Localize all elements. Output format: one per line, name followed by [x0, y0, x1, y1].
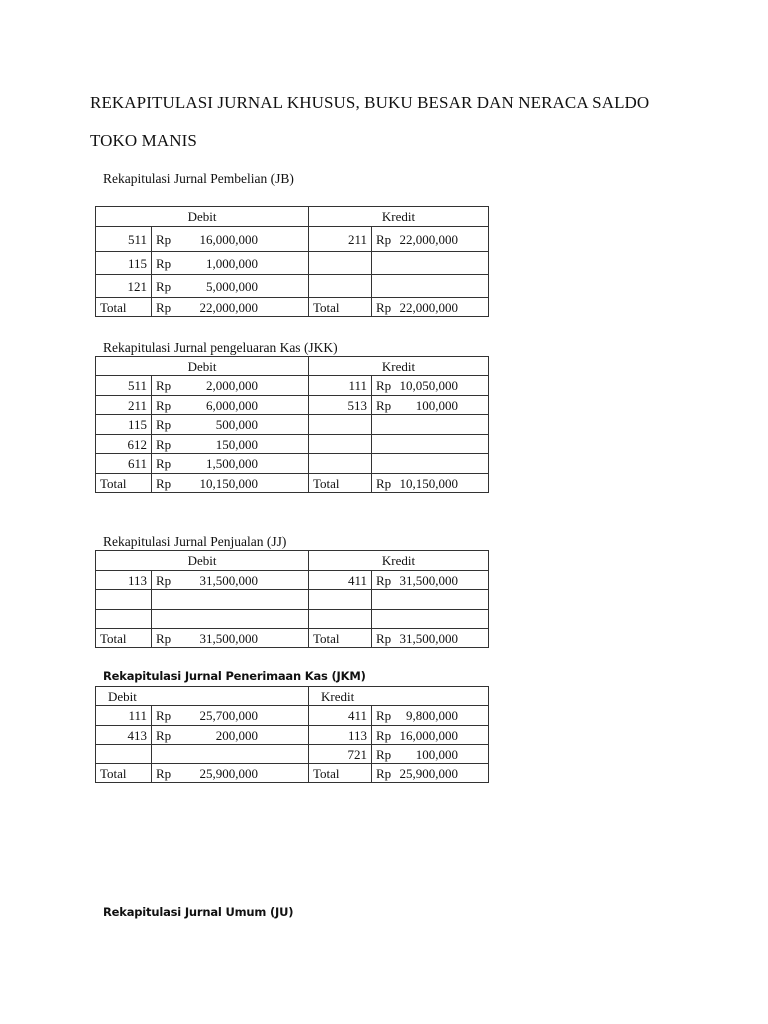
total-debit: Rp 31,500,000 [152, 629, 309, 648]
debit-amount: Rp 1,500,000 [152, 454, 309, 474]
jkm-table [95, 686, 489, 783]
kredit-account [309, 454, 372, 474]
jb-caption: Rekapitulasi Jurnal Pembelian (JB) [103, 171, 294, 186]
kredit-account [309, 435, 372, 454]
kredit-amount [372, 435, 489, 454]
debit-amount: Rp 6,000,000 [152, 396, 309, 415]
kredit-account: 111 [309, 376, 372, 396]
total-row [96, 629, 489, 648]
total-row [96, 298, 489, 317]
debit-account: 115 [96, 415, 152, 435]
table-row [96, 726, 489, 745]
table-row [96, 454, 489, 474]
kredit-amount: Rp 22,000,000 [372, 227, 489, 252]
total-kredit: Rp 31,500,000 [372, 629, 489, 648]
jkk-caption: Rekapitulasi Jurnal pengeluaran Kas (JKK) [103, 340, 338, 355]
kredit-account: 113 [309, 726, 372, 745]
table-row [96, 706, 489, 726]
total-kredit: Rp 22,000,000 [372, 298, 489, 317]
total-row [96, 764, 489, 783]
kredit-header: Kredit [309, 357, 489, 376]
kredit-header: Kredit [309, 687, 489, 706]
jkk-table [95, 356, 489, 493]
kredit-account [309, 275, 372, 298]
kredit-account: 513 [309, 396, 372, 415]
total-label: Total [309, 298, 372, 317]
total-debit: Rp 10,150,000 [152, 474, 309, 493]
total-label: Total [309, 629, 372, 648]
table-row [96, 376, 489, 396]
debit-amount: Rp 31,500,000 [152, 571, 309, 590]
debit-account: 115 [96, 252, 152, 275]
debit-account: 111 [96, 706, 152, 726]
jj-table [95, 550, 489, 648]
debit-header: Debit [96, 687, 309, 706]
debit-header: Debit [96, 357, 309, 376]
jj-caption: Rekapitulasi Jurnal Penjualan (JJ) [103, 534, 287, 549]
table-row [96, 610, 489, 629]
table-row [96, 415, 489, 435]
document-title: REKAPITULASI JURNAL KHUSUS, BUKU BESAR DAN NERACA SALDO [90, 93, 650, 112]
debit-account: 511 [96, 227, 152, 252]
kredit-amount: Rp 10,050,000 [372, 376, 489, 396]
debit-account: 413 [96, 726, 152, 745]
total-label: Total [96, 629, 152, 648]
debit-amount [152, 745, 309, 764]
table-row [96, 252, 489, 275]
total-kredit: Rp 10,150,000 [372, 474, 489, 493]
kredit-amount: Rp 100,000 [372, 745, 489, 764]
kredit-account: 411 [309, 571, 372, 590]
table-row [96, 275, 489, 298]
total-row [96, 474, 489, 493]
table-row [96, 745, 489, 764]
table-row [96, 227, 489, 252]
debit-header: Debit [96, 207, 309, 227]
debit-account: 611 [96, 454, 152, 474]
debit-header: Debit [96, 551, 309, 571]
debit-amount: Rp 1,000,000 [152, 252, 309, 275]
table-row [96, 571, 489, 590]
kredit-header: Kredit [309, 551, 489, 571]
kredit-account: 721 [309, 745, 372, 764]
table-row [96, 396, 489, 415]
total-label: Total [96, 764, 152, 783]
debit-amount: Rp 200,000 [152, 726, 309, 745]
total-label: Total [96, 474, 152, 493]
debit-account: 121 [96, 275, 152, 298]
debit-account [96, 745, 152, 764]
kredit-amount: Rp 100,000 [372, 396, 489, 415]
debit-account: 113 [96, 571, 152, 590]
ju-caption: Rekapitulasi Jurnal Umum (JU) [103, 905, 294, 919]
kredit-account [309, 415, 372, 435]
total-label: Total [309, 474, 372, 493]
debit-account: 612 [96, 435, 152, 454]
debit-amount: Rp 150,000 [152, 435, 309, 454]
kredit-header: Kredit [309, 207, 489, 227]
kredit-amount [372, 275, 489, 298]
kredit-amount: Rp 31,500,000 [372, 571, 489, 590]
store-name: TOKO MANIS [90, 131, 197, 150]
total-debit: Rp 25,900,000 [152, 764, 309, 783]
total-label: Total [309, 764, 372, 783]
debit-amount: Rp 2,000,000 [152, 376, 309, 396]
debit-amount: Rp 500,000 [152, 415, 309, 435]
table-row [96, 435, 489, 454]
debit-account: 511 [96, 376, 152, 396]
kredit-amount [372, 252, 489, 275]
table-row [96, 590, 489, 610]
debit-amount: Rp 16,000,000 [152, 227, 309, 252]
debit-account: 211 [96, 396, 152, 415]
total-kredit: Rp 25,900,000 [372, 764, 489, 783]
kredit-amount: Rp 16,000,000 [372, 726, 489, 745]
kredit-amount: Rp 9,800,000 [372, 706, 489, 726]
total-label: Total [96, 298, 152, 317]
total-debit: Rp 22,000,000 [152, 298, 309, 317]
kredit-account: 411 [309, 706, 372, 726]
kredit-amount [372, 454, 489, 474]
kredit-account: 211 [309, 227, 372, 252]
kredit-amount [372, 415, 489, 435]
kredit-account [309, 252, 372, 275]
debit-amount: Rp 25,700,000 [152, 706, 309, 726]
jkm-caption: Rekapitulasi Jurnal Penerimaan Kas (JKM) [103, 669, 366, 683]
jb-table [95, 206, 489, 317]
debit-amount: Rp 5,000,000 [152, 275, 309, 298]
